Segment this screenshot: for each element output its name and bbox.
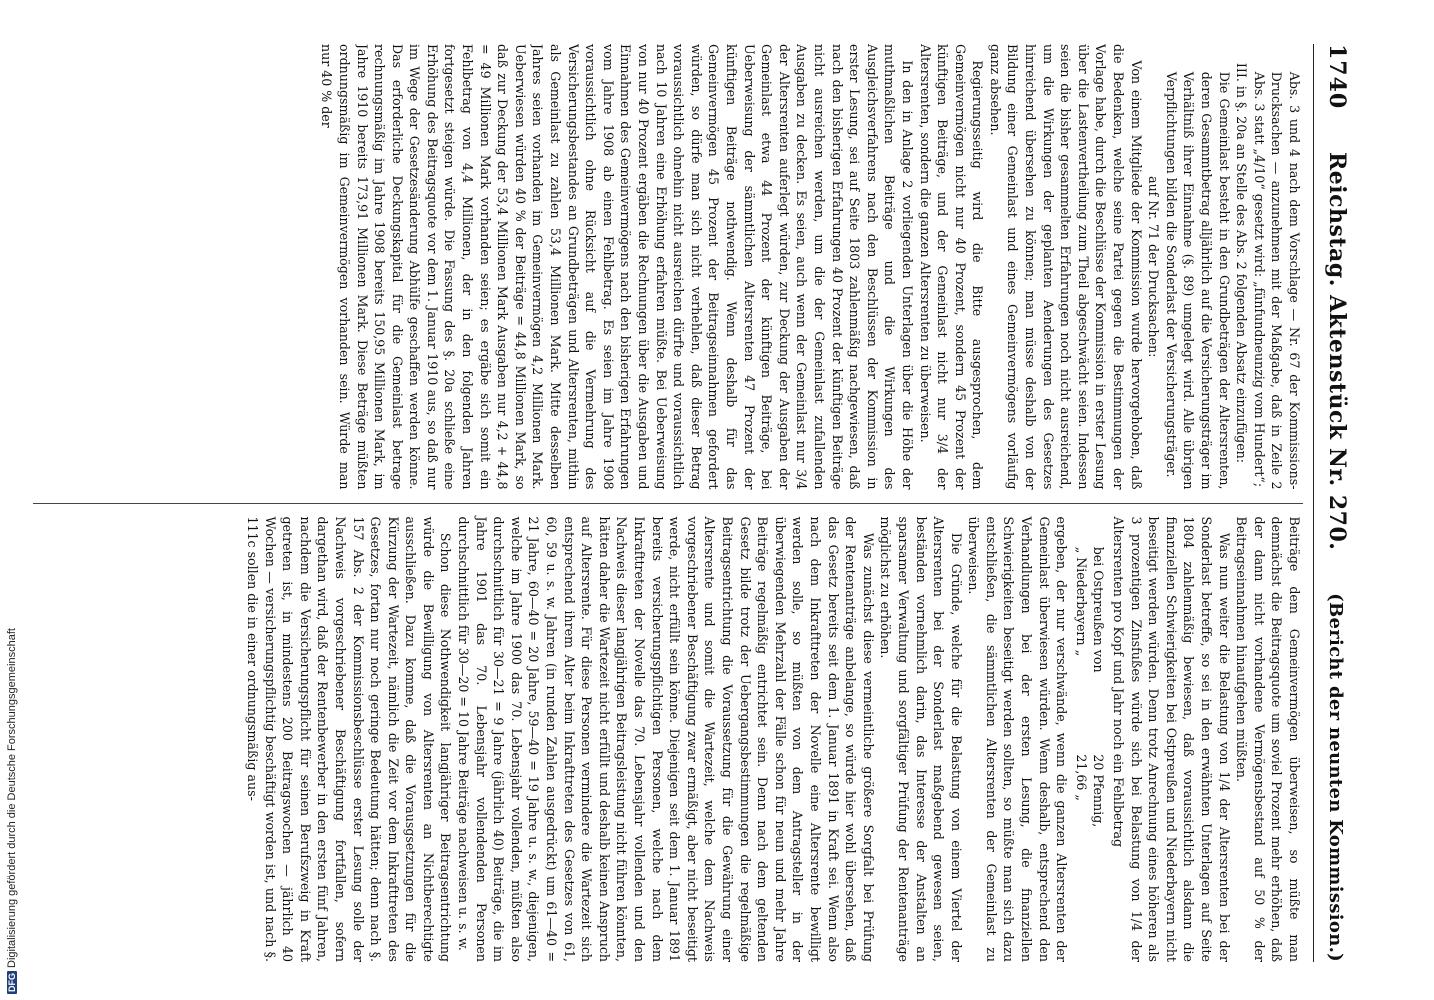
paragraph: Von einem Mitgliede der Kommission wurde hervorgehoben, daß die Bedenken, welche seine Partei gegen die Bestimmungen der Vorlage habe, durch die Beschlüsse der Kommission in erster Lesung über die Lastenvertheilung zum Theil abgeschwächt seien. Indessen seien die bisher gesammelten Erfahrungen noch nicht ausreichend, um die Wirkungen der geplanten Aenderungen des Gesetzes hinreichend übersehen zu können; man müsse deshalb von der Bildung einer Gemeinlast und eines Gemeinvermögens vorläufig ganz absehen. [987,44,1144,490]
paragraph: Die Gründe, welche für die Belastung von einem Viertel der Altersrenten bei der Sonderlast maßgebend gewesen seien, beständen vornehmlich darin, das Interesse der Anstalten an sparsamer Verwaltung und sorgfältiger Prüfung der Rentenanträge möglichst zu erhöhen. [878,516,964,962]
page-number: 1740 [1324,44,1350,110]
paragraph: Die Gemeinlast besteht in den Grundbeträgen der Altersrenten, deren Gesammtbetrag alljährlich auf die Versicherungsträger im Verhältniß ihrer Einnahme (§. 89) umgelegt wird. Alle übrigen Verpflichtungen bilden die Sonderlast der Versicherungsträger. [1163,71,1232,490]
paragraph: Abs. 3 und 4 nach dem Vorschlage — Nr. 67 der Kommissions-Drucksachen — anzunehmen mit der Maßgabe, daß in Zeile 2 Abs. 3 statt „4/10“ gesetzt wird: „fünfundneunzig vom Hundert“; [1251,71,1302,490]
right-column [33,503,1303,963]
table-cell: bei Ostpreußen von [1091,546,1107,673]
paragraph: auf Nr. 71 der Drucksachen: [1146,176,1162,358]
dfg-logo: DFG [7,973,17,992]
left-column [33,44,1303,503]
paragraph: III. in §. 20a an Stelle des Abs. 2 folgenden Absatz einzufügen: [1234,62,1250,464]
text-columns [33,44,1303,962]
paragraph: In den in Anlage 2 vorliegenden Unterlagen über die Höhe der muthmaßlichen Beiträge und die Wirkungen des Ausgleichsverfahrens nach den Beschlüssen der Kommission in erster Lesung, sei auf Seite 1803 zahlenmäßig nachgewiesen, daß nach den bisherigen Erfahrungen 40 Prozent der künftigen Beiträge nicht ausreichen werden, um die der Gemeinlast zufallenden Ausgaben zu decken. Es seien, auch wenn der Gemeinlast nur 3/4 der Altersrenten auferlegt würden, zur Deckung der Ausgaben der Gemeinlast etwa 44 Prozent der künftigen Beiträge, bei Ueberweisung der sämmtlichen Altersrenten 47 Prozent der künftigen Beiträge nothwendig. Wenn deshalb für das Gemeinvermögen 45 Prozent der Beitragseinnahmen gefordert würden, so dürfe man sich nicht verhehlen, daß dieser Betrag voraussichtlich ohnehin nicht ausreichen dürfte und voraussichtlich nach 10 Jahren eine Erhöhung erfahren müßte. Bei Ueberweisung von nur 40 Prozent ergäben die Rechnungen über die Ausgaben und Einnahmen des Gemeinvermögens nach den bisherigen Erfahrungen vom Jahre 1908 ab einen Fehlbetrag. Es seien im Jahre 1908 voraussichtlich ohne Rücksicht auf die Vermehrung des Versicherungsbestandes an Grundbeträgen und Altersrenten, mithin als Gemeinlast zu zahlen 53,4 Millionen Mark. Mitte desselben Jahres seien vorhanden im Gemeinvermögen 4,2 Millionen Mark. Ueberwiesen würden 40 % der Beiträge = 44,8 Millionen Mark, so daß zur Deckung der 53,4 Millionen Mark Ausgaben nur 4,2 + 44,8 = 49 Millionen Mark vorhanden seien; es ergäbe sich somit ein Fehlbetrag von 4,4 Millionen, der in den folgenden Jahren fortgesetzt steigen würde. Die Fassung des §. 20a schließe eine Erhöhung des Beitragsquote vor dem 1. Januar 1910 aus, so daß nur im Wege der Gesetzesänderung Abhülfe geschaffen werden könne. Das erforderliche Deckungskapital für die Gemeinlast betrage rechnungsmäßig im Jahre 1908 bereits 150,95 Millionen Mark, im Jahre 1910 bereits 173,91 Millionen Mark. Diese Beträge müßten ordnungsmäßig im Gemeinvermögen vorhanden sein. Würde man nur 40 % der [319,44,915,490]
paragraph: Schon diese Nothwendigkeit langjähriger Beitragsentrichtung würde die Bewilligung von Altersrenten an Nichtberechtigte ausschließen. Dazu komme, daß die Vorausgsetzungen für die Kürzung der Wartezeit, nämlich die Zeit vor dem Inkrafttreten des Gesetzes, fortan nur noch geringe Bedeutung hätten; denn nach §. 157 Abs. 2 der Kommissionsbeschlüsse erster Lesung solle der Nachweis vorgeschriebener Beschäftigung fortfallen, sofern dargethan wird, daß der Rentenbewerber in den ersten fünf Jahren, nachdem die Versicherungspflicht für seinen Berufszweig in Kraft getreten ist, in mindestens 200 Beitragswochen — jährlich 40 Wochen — versicherungspflichtig beschäftigt worden ist, und nach §. 111c sollen die in einer ordnungsmäßig aus- [244,516,454,962]
paragraph: Was nun weiter die Belastung von 1/4 der Altersrenten bei der Sonderlast betreffe, so sei in den erwähnten Unterlagen auf Seite 1804 zahlenmäßig bewiesen, daß voraussichtlich alsdann die finanziellen Schwierigkeiten bei Ostpreußen und Niederbayern nicht beseitigt werden würden. Denn trotz Anrechnung eines höheren als 3 prozentigen Zinsfußes würde sich bei Belastung von 1/4 der Altersrenten pro Kopf und Jahr noch ein Fehlbetrag [1111,516,1232,962]
paragraph: Beiträge dem Gemeinvermögen überweisen, so müßte man demnächst die Beitragsquote um soviel Prozent mehr erhöhen, daß der dann nicht vorhandene Vermögensbestand auf 50 % der Beitragseinnahmen hinaufgehen müßten. [1234,516,1302,962]
table-cell: „ Niederbayern „ [1073,546,1089,657]
deficit-table [1072,547,1107,962]
paragraph: ergeben, der nur verschwände, wenn die ganzen Altersrenten der Gemeinlast überwiesen würden. Wenn deshalb, entsprechend den Verhandlungen bei der ersten Lesung, die finanziellen Schwierigkeiten beseitigt werden sollten, so müßte man sich dazu entschließen, die sämmtlichen Altersrenten der Gemeinlast zu überweisen. [966,516,1070,962]
credit-text: Digitalisierung gefördert durch die Deutsche Forschungsgemeinschaft [6,628,18,968]
table-cell: 21,66 „ [1073,754,1089,801]
document-title: Reichstag. Aktenstück Nr. 270. [1324,151,1350,551]
page-header [1313,44,1350,962]
table-cell: 20 Pfennig, [1091,754,1107,828]
paragraph: Was zunächst diese vermeintliche größere Sorgfalt bei Prüfung der Rentenanträge anbelange, so würde hier wohl übersehen, daß das Gesetz bereits seit dem 1. Januar 1891 in Kraft sei. Wenn also nach dem Inkrafttreten der Novelle eine Altersrente bewilligt werden solle, so müßten von dem Antragsteller in der überwiegenden Mehrzahl der Fälle schon für neun und mehr Jahre Beiträge regelmäßig entrichtet sein. Denn nach dem geltenden Gesetz bilde trotz der Uebergangsbestimmungen die regelmäßige Beitragsentrichtung die Voraussetzung für die Gewährung einer Altersrente und somit die Wartezeit, welche dem Nachweis vorgeschriebener Beschäftigung zwar ermäßigt, aber nicht beseitigt werde, nicht erfüllt sein könne. Diejenigen seit dem 1. Januar 1891 bereits versicherungspflichtigen Personen, welche nach dem Inkrafttreten der Novelle das 70. Lebensjahr vollenden und den Nachweis dieser langjährigen Beitragsleistung nicht führen könnten, hätten daher die Wartezeit nicht erfüllt und deshalb keinen Anspruch auf Altersrente. Für diese Personen vermindere die Wartezeit sich entsprechend ihrem Alter beim Inkrafttreten des Gesetzes von 61, 60, 59 u. s. w. Jahren (in runden Zahlen ausgedrückt) um 61—40 = 21 Jahre, 60—40 = 20 Jahre, 59—40 = 19 Jahre u. s. w., diejenigen, welche im Jahre 1900 das 70. Lebensjahr vollenden, müßten also durchschnittlich für 30—21 = 9 Jahre (jährlich 40) Beiträge, die im Jahre 1901 das 70. Lebensjahr vollendenden Personen durchschnittlich für 30—20 = 10 Jahre Beiträge nachweisen u. s. w. [456,516,876,962]
document-subtitle: (Bericht der neunten Kommission.) [1325,593,1346,962]
paragraph: Regierungsseitig wird die Bitte ausgesprochen, dem Gemeinvermögen nicht nur 40 Prozent, sondern 45 Prozent der künftigen Beiträge, und der Gemeinlast nicht nur 3/4 der Altersrenten, sondern die ganzen Altersrenten zu überweisen. [917,44,986,490]
